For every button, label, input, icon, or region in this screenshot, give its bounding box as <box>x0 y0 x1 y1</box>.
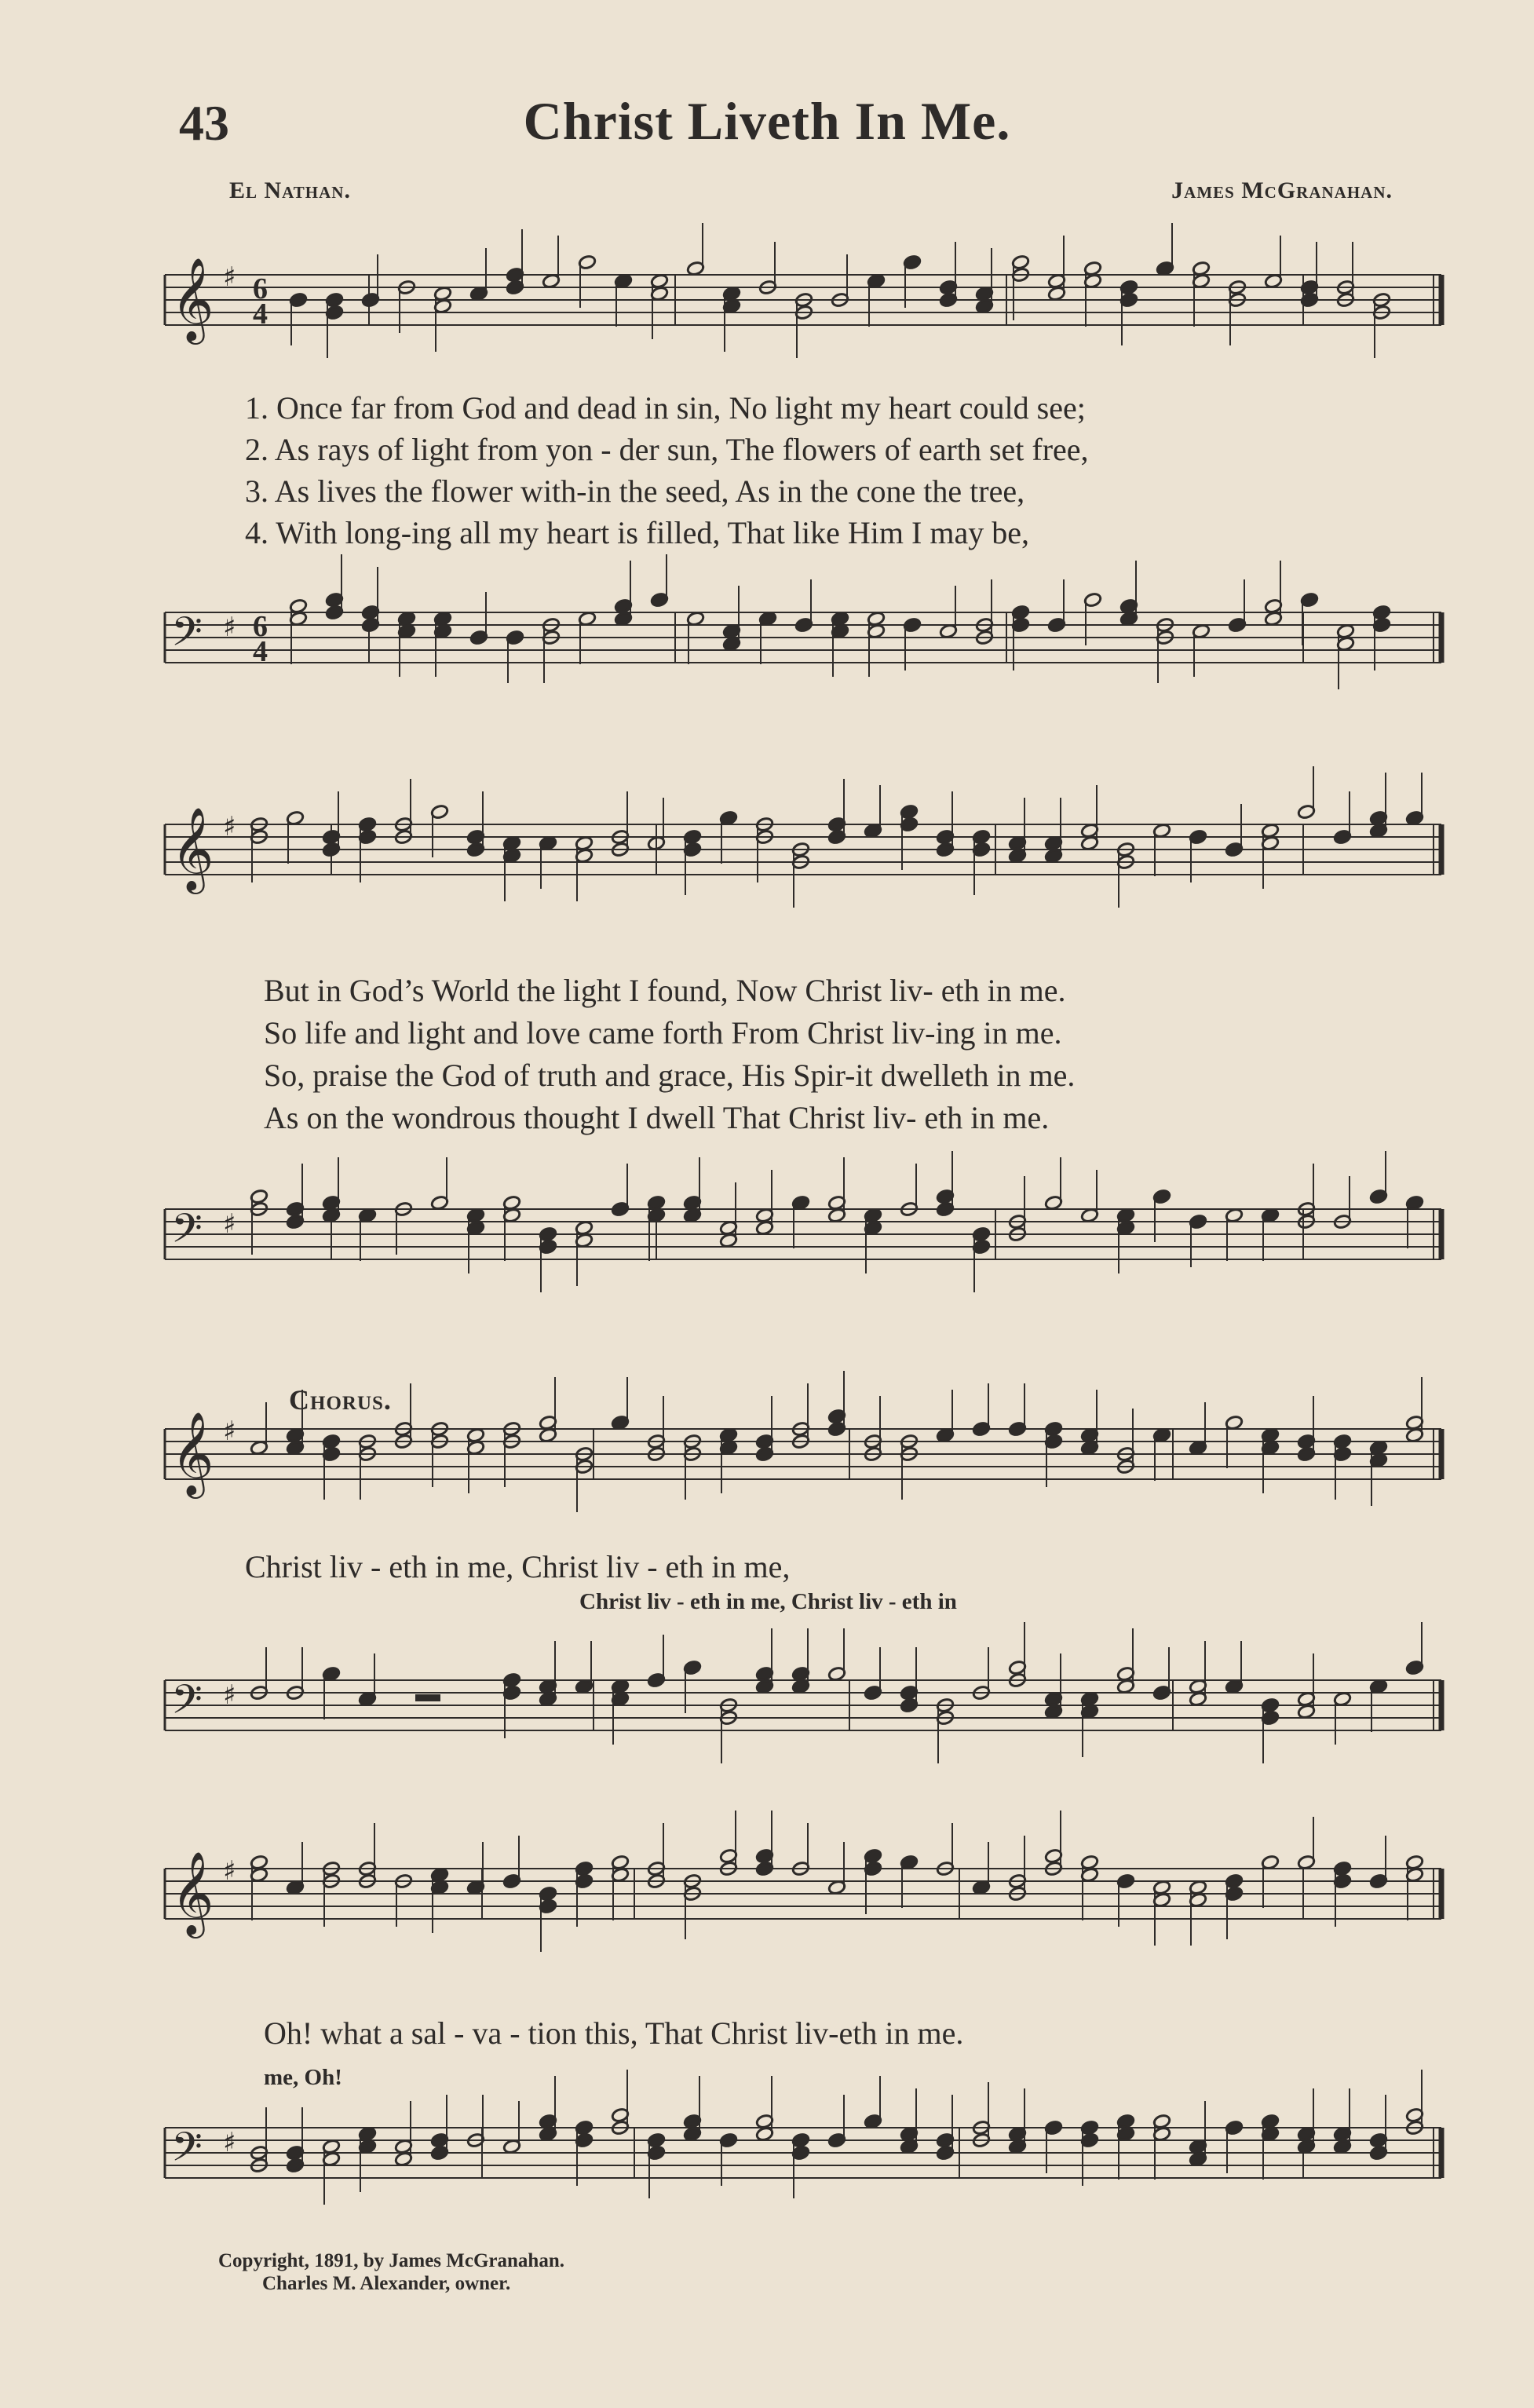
bass-clef-icon: 𝄢 <box>171 2123 203 2180</box>
copyright-line-1: Copyright, 1891, by James McGranahan. <box>218 2250 564 2271</box>
system-4-treble-staff <box>0 1829 1534 1986</box>
hymn-number: 43 <box>179 95 229 151</box>
copyright-notice <box>218 2249 564 2295</box>
time-signature-bottom: 4 <box>253 298 268 331</box>
bass-clef-icon: 𝄢 <box>171 1675 203 1733</box>
key-signature-sharp-icon: ♯ <box>223 1208 236 1240</box>
key-signature-sharp-icon: ♯ <box>223 811 236 842</box>
staff-lines <box>165 1209 1441 1259</box>
key-signature-sharp-icon: ♯ <box>223 1416 236 1447</box>
copyright-line-2: Charles M. Alexander, owner. <box>262 2273 511 2294</box>
chorus-line-1: Christ liv - eth in me, Christ liv - eth in me, <box>245 1549 791 1584</box>
hymn-title: Christ Liveth In Me. <box>523 91 1011 151</box>
system-1-treble-staff <box>0 259 1534 385</box>
verse-1-line-a: 1. Once far from God and dead in sin, No light my heart could see; <box>245 390 1086 426</box>
system-3-treble-staff <box>0 1413 1534 1547</box>
key-signature-sharp-icon: ♯ <box>223 261 236 293</box>
composer-credit: James McGranahan. <box>1171 177 1393 203</box>
chorus-line-2-echo: me, Oh! <box>264 2065 342 2090</box>
whole-rest-icon <box>415 1694 440 1701</box>
key-signature-sharp-icon: ♯ <box>223 1679 236 1711</box>
treble-clef-icon: 𝄞 <box>171 257 214 341</box>
chorus-line-1-echo: Christ liv - eth in me, Christ liv - eth in <box>579 1589 957 1614</box>
chorus-label: Chorus. <box>289 1384 392 1416</box>
verse-4-line-a: 4. With long-ing all my heart is filled, That like Him I may be, <box>245 515 1029 550</box>
treble-clef-icon: 𝄞 <box>171 1851 214 1935</box>
bass-clef-icon: 𝄢 <box>171 1204 203 1262</box>
key-signature-sharp-icon: ♯ <box>223 612 236 643</box>
chorus-line-2: Oh! what a sal - va - tion this, That Christ liv-eth in me. <box>264 2015 964 2051</box>
system-2-bass-staff <box>0 1162 1534 1335</box>
bass-clef-icon: 𝄢 <box>171 608 203 665</box>
verse-4-line-b: As on the wondrous thought I dwell That Christ liv- eth in me. <box>264 1100 1050 1135</box>
lyricist-credit: El Nathan. <box>229 177 351 203</box>
key-signature-sharp-icon: ♯ <box>223 1855 236 1887</box>
time-signature-top: 6 <box>253 272 268 305</box>
system-3-bass-staff <box>0 1633 1534 1790</box>
verse-3-line-b: So, praise the God of truth and grace, His Spir-it dwelleth in me. <box>264 1058 1076 1093</box>
system-4-bass-staff <box>0 2096 1534 2230</box>
verse-1-line-b: But in God’s World the light I found, Now Christ liv- eth in me. <box>264 973 1066 1008</box>
treble-clef-icon: 𝄞 <box>171 806 214 890</box>
system-1-bass-staff <box>0 573 1534 730</box>
treble-clef-icon: 𝄞 <box>171 1411 214 1495</box>
time-signature-top: 6 <box>253 610 268 643</box>
time-signature-bottom: 4 <box>253 635 268 668</box>
verse-2-line-a: 2. As rays of light from yon - der sun, The flowers of earth set free, <box>245 432 1089 467</box>
system-2-treble-staff <box>0 793 1534 966</box>
key-signature-sharp-icon: ♯ <box>223 2127 236 2158</box>
verse-3-line-a: 3. As lives the flower with-in the seed, As in the cone the tree, <box>245 473 1025 509</box>
verse-2-line-b: So life and light and love came forth From Christ liv-ing in me. <box>264 1015 1062 1051</box>
staff-lines <box>165 1869 1441 1919</box>
